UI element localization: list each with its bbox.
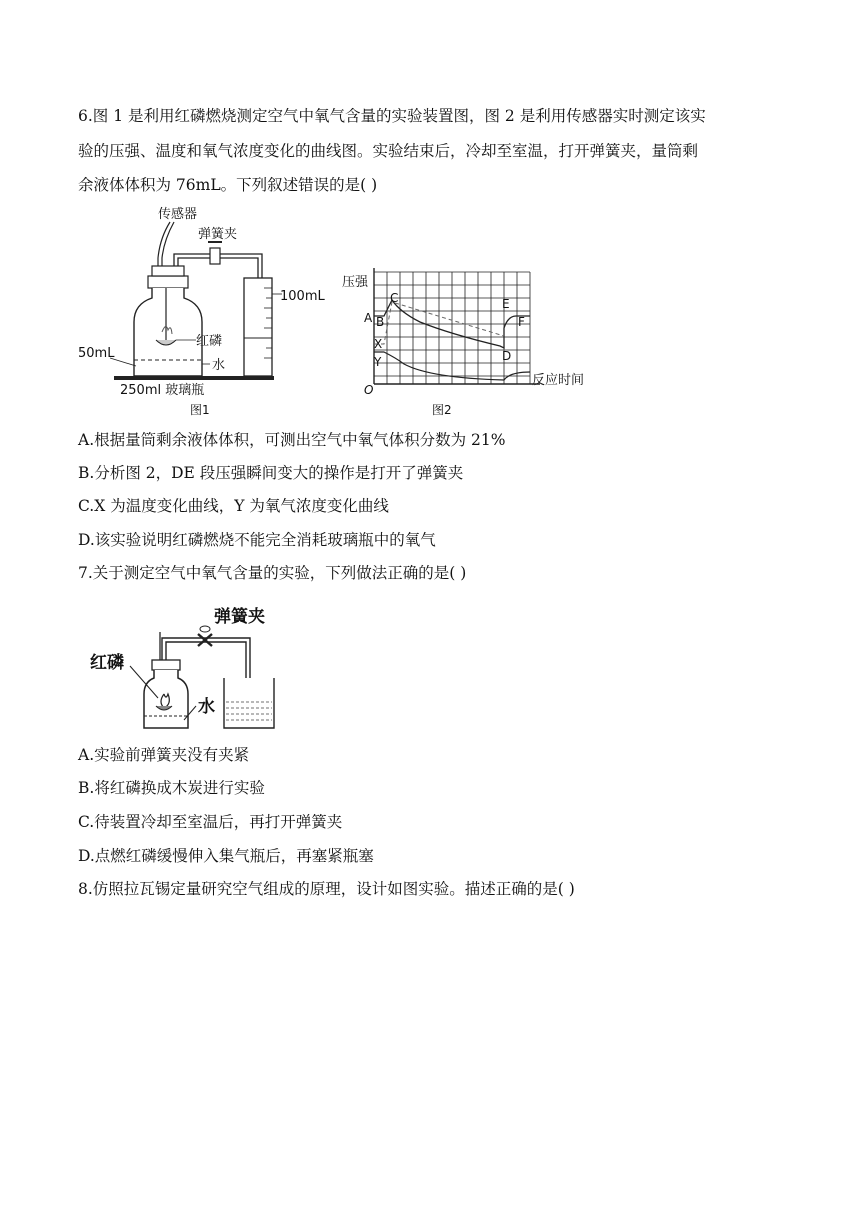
q6-option-d: D.该实验说明红磷燃烧不能完全消耗玻璃瓶中的氧气	[78, 531, 436, 549]
q7-option-d: D.点燃红磷缓慢伸入集气瓶后，再塞紧瓶塞	[78, 847, 374, 865]
q7-option-a: A.实验前弹簧夹没有夹紧	[78, 746, 250, 764]
q6-stem-line-2: 验的压强、温度和氧气浓度变化的曲线图。实验结束后，冷却至室温，打开弹簧夹，量筒剩	[78, 142, 699, 160]
fig7-phosphorus-label: 红磷	[90, 653, 124, 673]
curve-y-label: Y	[374, 355, 382, 369]
q7-option-b: B.将红磷换成木炭进行实验	[78, 779, 265, 797]
q6-option-b: B.分析图 2，DE 段压强瞬间变大的操作是打开了弹簧夹	[78, 464, 464, 482]
fig1-water-label: 水	[212, 358, 226, 373]
fig1-cylinder-label: 100mL	[280, 289, 325, 304]
point-f-label: F	[518, 315, 525, 329]
point-c-label: C	[390, 291, 399, 305]
q7-figure	[84, 598, 294, 734]
q6-option-c: C.X 为温度变化曲线，Y 为氧气浓度变化曲线	[78, 497, 389, 515]
q8-stem: 8.仿照拉瓦锡定量研究空气组成的原理，设计如图实验。描述正确的是( )	[78, 880, 575, 898]
graph-y-label: 压强	[342, 275, 369, 290]
q6-figure-1	[74, 198, 334, 420]
q6-option-a: A.根据量筒剩余液体体积，可测出空气中氧气体积分数为 21%	[78, 431, 506, 449]
graph-origin-label: O	[364, 383, 374, 397]
fig1-clamp-label: 弹簧夹	[198, 227, 238, 242]
point-d-label: D	[502, 349, 512, 363]
fig1-sensor-label: 传感器	[158, 207, 198, 222]
fig1-level-label: 50mL	[78, 346, 115, 361]
fig1-bottle-label: 250ml 玻璃瓶	[120, 383, 205, 398]
fig1-phosphorus-label: 红磷	[196, 334, 223, 349]
fig2-caption: 图2	[432, 403, 452, 417]
point-a-label: A	[364, 311, 373, 325]
q6-stem-line-3: 余液体体积为 76mL。下列叙述错误的是( )	[78, 176, 378, 194]
q6-stem-line-1: 6.图 1 是利用红磷燃烧测定空气中氧气含量的实验装置图，图 2 是利用传感器实时测定该实	[78, 107, 706, 125]
q7-stem: 7.关于测定空气中氧气含量的实验，下列做法正确的是( )	[78, 564, 467, 582]
curve-x-label: X	[374, 337, 383, 351]
fig7-clamp-label: 弹簧夹	[214, 607, 265, 627]
q7-option-c: C.待装置冷却至室温后，再打开弹簧夹	[78, 813, 343, 831]
fig1-caption: 图1	[190, 403, 210, 417]
point-b-label: B	[376, 315, 385, 329]
graph-x-label: 反应时间	[532, 373, 585, 388]
q6-figure-2	[340, 262, 596, 420]
point-e-label: E	[502, 297, 510, 311]
fig7-water-label: 水	[198, 697, 215, 717]
graph-grid	[374, 272, 530, 384]
